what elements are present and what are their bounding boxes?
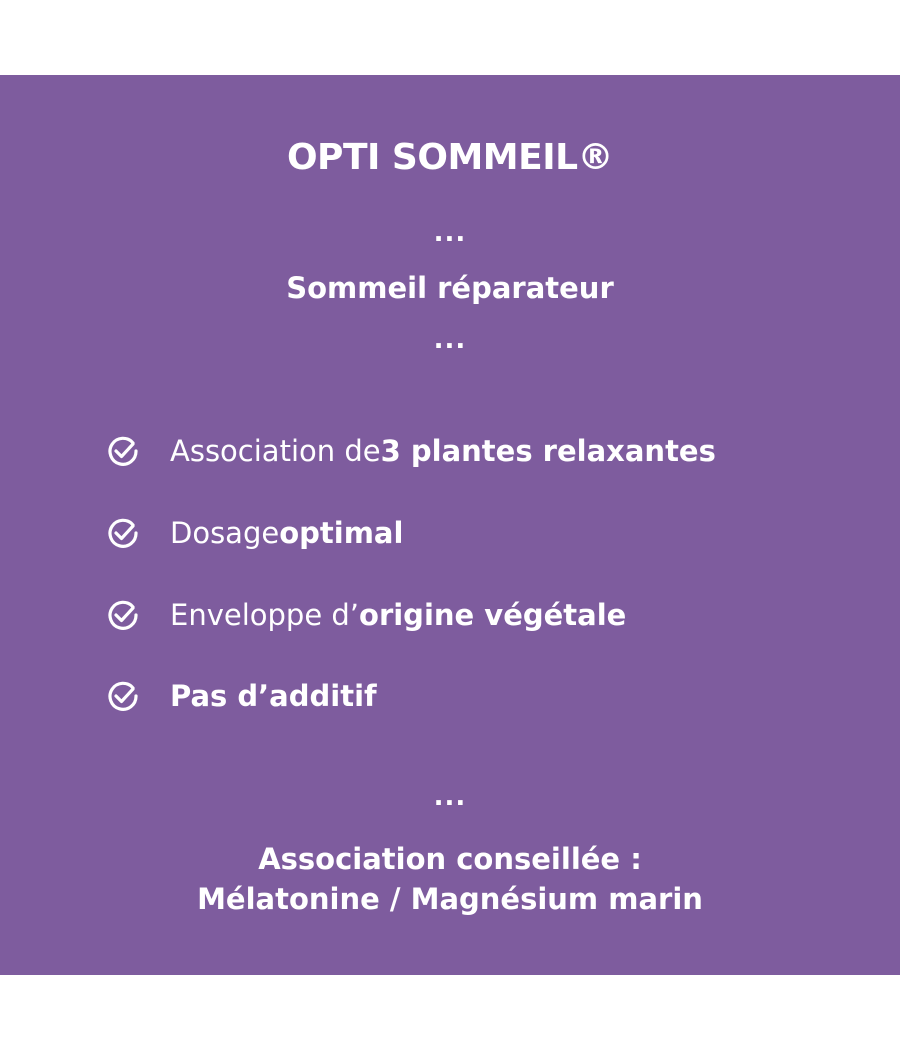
feature-item	[106, 513, 403, 553]
feature-highlight: 3 plantes relaxantes	[380, 434, 716, 468]
association-label: Association conseillée :	[258, 842, 642, 876]
product-subtitle: Sommeil réparateur	[286, 271, 614, 305]
feature-highlight: origine végétale	[359, 598, 627, 632]
product-info-panel	[0, 75, 900, 975]
check-circle-icon	[106, 516, 140, 550]
feature-item	[106, 595, 626, 635]
feature-text: Dosage	[170, 516, 280, 550]
feature-text: Association de	[170, 434, 381, 468]
separator-dots: ...	[433, 325, 467, 355]
recommended-association	[0, 839, 900, 919]
separator-dots: ...	[433, 218, 467, 248]
feature-item	[106, 431, 716, 471]
check-circle-icon	[106, 434, 140, 468]
feature-highlight: Pas d’additif	[170, 679, 377, 713]
feature-highlight: optimal	[279, 516, 404, 550]
product-title: OPTI SOMMEIL®	[286, 137, 614, 178]
separator-dots: ...	[433, 782, 467, 812]
association-products: Mélatonine / Magnésium marin	[197, 882, 703, 916]
check-circle-icon	[106, 679, 140, 713]
feature-item	[106, 676, 377, 716]
feature-text: Enveloppe d’	[170, 598, 360, 632]
check-circle-icon	[106, 598, 140, 632]
